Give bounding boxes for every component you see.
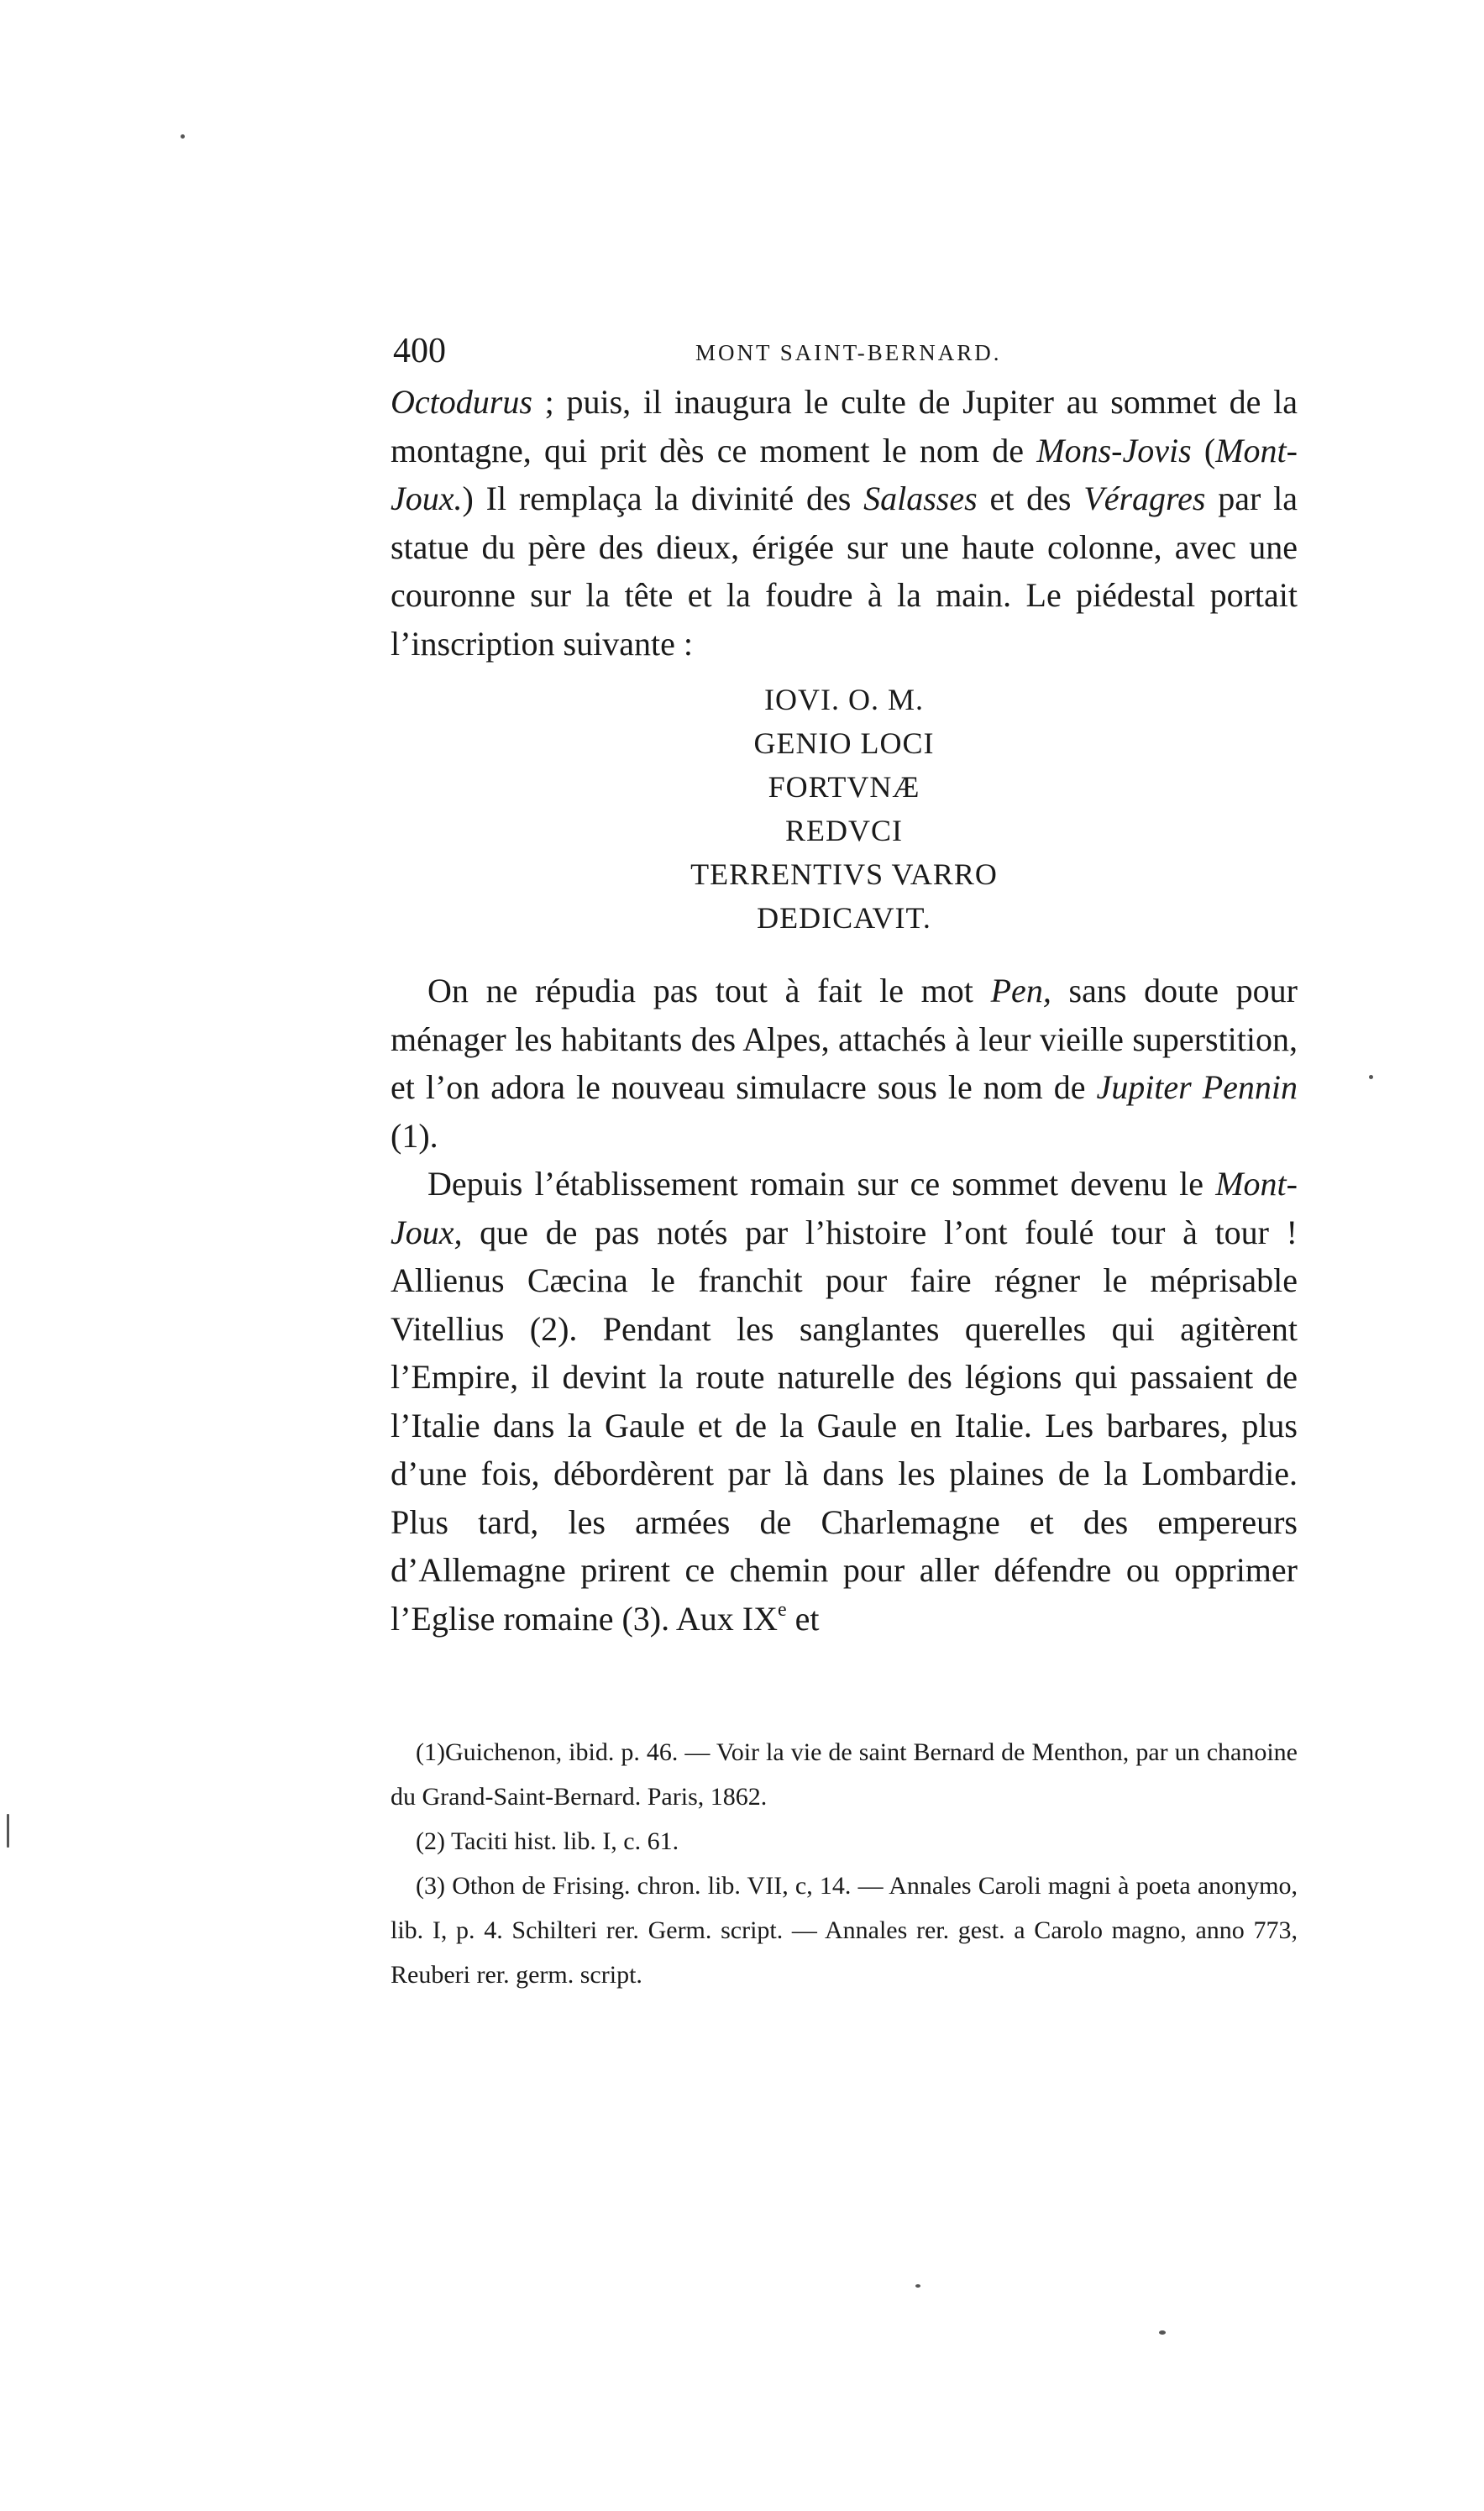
inscription-line: DEDICAVIT. xyxy=(757,901,931,935)
italic-term: Véragres xyxy=(1083,480,1206,517)
inscription-line: FORTVNÆ xyxy=(768,770,920,804)
footnote-3: (3) Othon de Frising. chron. lib. VII, c, 14. — Annales Caroli magni à poeta anonymo, lib. I, p. 4. Schilteri rer. Germ. script. — Annales rer. gest. a Carolo magno, anno 773, Reuberi rer. germ. script. xyxy=(391,1872,1298,1989)
paragraph-1 xyxy=(391,378,1298,668)
text-run: sans doute pour ménager les habitants des Alpes, attachés à leur vieille superstition, et l’on adora le nouveau simulacre sous le nom de xyxy=(391,972,1298,1106)
footnote-2: (2) Taciti hist. lib. I, c. 61. xyxy=(416,1827,679,1855)
footnote-1: (1)Guichenon, ibid. p. 46. — Voir la vie de saint Bernard de Menthon, par un chanoine du Grand-Saint-Bernard. Paris, 1862. xyxy=(391,1738,1298,1811)
text-run: par la statue du père des dieux, érigée sur une haute colonne, avec une couronne sur la tête et la foudre à la main. Le piédestal portait l’inscription suivante : xyxy=(391,480,1298,663)
italic-term: Pen, xyxy=(990,972,1051,1009)
text-run: On ne répudia pas tout à fait le mot xyxy=(427,972,991,1009)
paragraph-3 xyxy=(391,1160,1298,1643)
italic-term: Mont-Joux. xyxy=(391,431,1298,517)
italic-term: Octodurus xyxy=(391,383,532,421)
text-run: ( xyxy=(1191,431,1216,469)
body-text xyxy=(391,378,1298,1643)
paragraph-2 xyxy=(391,967,1298,1160)
scan-speck xyxy=(181,134,185,139)
text-run: que de pas notés par l’histoire l’ont foulé tour à tour ! Allienus Cæcina le franchit pour faire régner le méprisable Vitellius (2). Pendant les sanglantes querelles qui agitèrent l’Empire, il devint la route naturelle des légions qui passaient de l’Italie dans la Gaule et de la Gaule en Italie. Les barbares, plus d’une fois, débordèrent par là dans les plaines de la Lombardie. Plus tard, les armées de Charlemagne et des empereurs d’Allemagne prirent ce chemin pour aller défendre ou opprimer l’Eglise romaine (3). Aux IX xyxy=(391,1213,1298,1638)
text-run: et des xyxy=(977,480,1084,517)
italic-term: Salasses xyxy=(863,480,978,517)
page-header xyxy=(393,326,1300,376)
italic-term: Mons-Jovis xyxy=(1036,431,1192,469)
scan-speck xyxy=(1369,1075,1373,1079)
superscript: e xyxy=(778,1598,787,1621)
text-run: ) Il remplaça la divinité des xyxy=(462,480,864,517)
inscription-line: TERRENTIVS VARRO xyxy=(690,857,998,891)
footnotes xyxy=(391,1730,1298,1997)
inscription-line: REDVCI xyxy=(785,814,903,847)
inscription-line: GENIO LOCI xyxy=(753,726,935,760)
italic-term: Mont-Joux, xyxy=(391,1165,1298,1251)
text-run: et xyxy=(786,1599,820,1638)
latin-inscription xyxy=(391,678,1298,940)
text-run: (1). xyxy=(391,1116,438,1155)
inscription-line: IOVI. O. M. xyxy=(764,683,924,716)
text-run: ; puis, il inaugura le culte de Jupiter au sommet de la montagne, qui prit dès ce moment le nom de xyxy=(391,383,1298,469)
scan-speck xyxy=(7,1814,9,1848)
page-number: 400 xyxy=(393,332,446,370)
running-title: MONT SAINT-BERNARD. xyxy=(695,340,1002,365)
italic-term: Jupiter Pennin xyxy=(1096,1068,1298,1106)
scan-speck xyxy=(1159,2330,1166,2335)
text-run: Depuis l’établissement romain sur ce sommet devenu le xyxy=(427,1165,1216,1203)
scan-speck xyxy=(915,2284,920,2288)
